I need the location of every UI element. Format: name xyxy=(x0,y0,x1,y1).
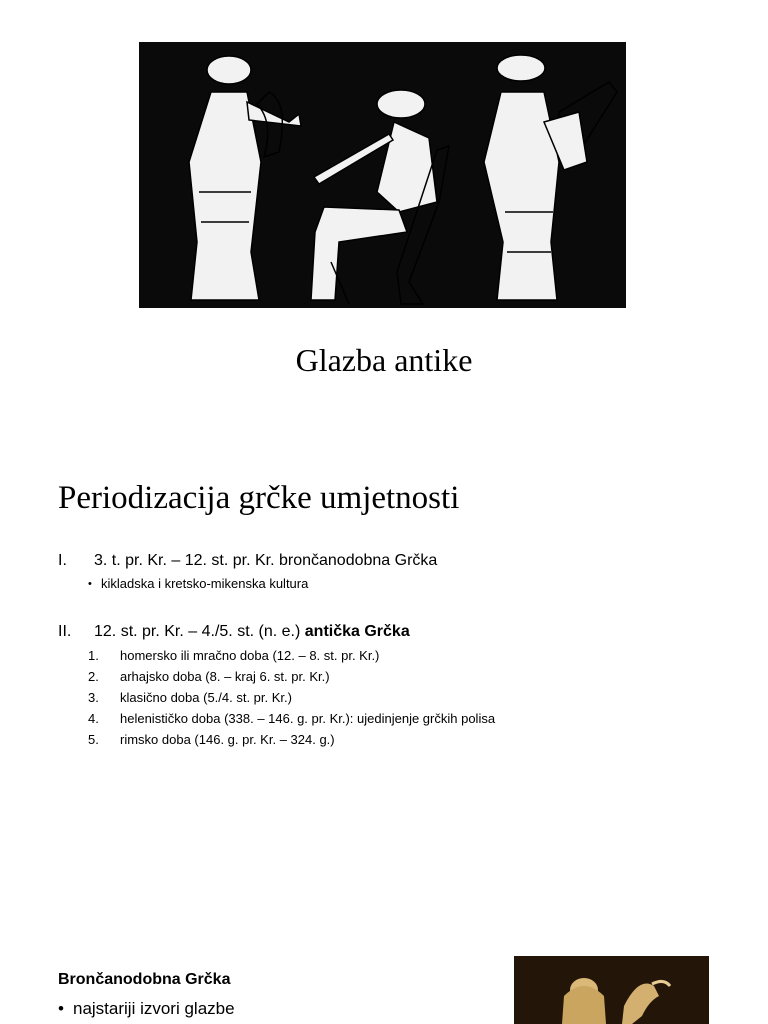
bullet-marker: • xyxy=(88,578,92,590)
bronze-age-artifact-photo xyxy=(514,956,709,1024)
bullet-text: najstariji izvori glazbe xyxy=(73,999,235,1018)
period-subitem xyxy=(88,575,488,593)
period-bold-text: antička Grčka xyxy=(304,623,410,640)
list-marker: II. xyxy=(58,623,72,640)
list-marker: 3. xyxy=(88,690,99,705)
era-text: arhajsko doba (8. – kraj 6. st. pr. Kr.) xyxy=(120,669,330,684)
slide3-bullet-item xyxy=(58,997,358,1021)
greek-musicians-illustration xyxy=(139,42,626,308)
bullet-marker: • xyxy=(58,999,64,1018)
period-text: 3. t. pr. Kr. – 12. st. pr. Kr. brončanodobna Grčka xyxy=(94,552,438,569)
slide2-title: Periodizacija grčke umjetnosti xyxy=(58,480,460,516)
period-item-1 xyxy=(58,550,658,572)
era-text: rimsko doba (146. g. pr. Kr. – 324. g.) xyxy=(120,732,335,747)
era-text: helenističko doba (338. – 146. g. pr. Kr.): ujedinjenje grčkih polisa xyxy=(120,711,496,726)
era-text: homersko ili mračno doba (12. – 8. st. pr. Kr.) xyxy=(120,648,380,663)
slide3-heading: Brončanodobna Grčka xyxy=(58,971,231,988)
list-marker: 2. xyxy=(88,669,99,684)
era-item-2 xyxy=(88,668,608,686)
slide1-title: Glazba antike xyxy=(295,342,473,378)
era-item-5 xyxy=(88,731,608,749)
period-item-2 xyxy=(58,621,658,643)
list-marker: 5. xyxy=(88,732,99,747)
period-text: 12. st. pr. Kr. – 4./5. st. (n. e.) antička Grčka xyxy=(94,623,410,640)
era-item-1 xyxy=(88,647,608,665)
subitem-text: kikladska i kretsko-mikenska kultura xyxy=(101,576,309,591)
era-item-3 xyxy=(88,689,608,707)
list-marker: 1. xyxy=(88,648,99,663)
era-item-4 xyxy=(88,710,648,728)
list-marker: 4. xyxy=(88,711,99,726)
list-marker: I. xyxy=(58,552,67,569)
era-text: klasično doba (5./4. st. pr. Kr.) xyxy=(120,690,292,705)
